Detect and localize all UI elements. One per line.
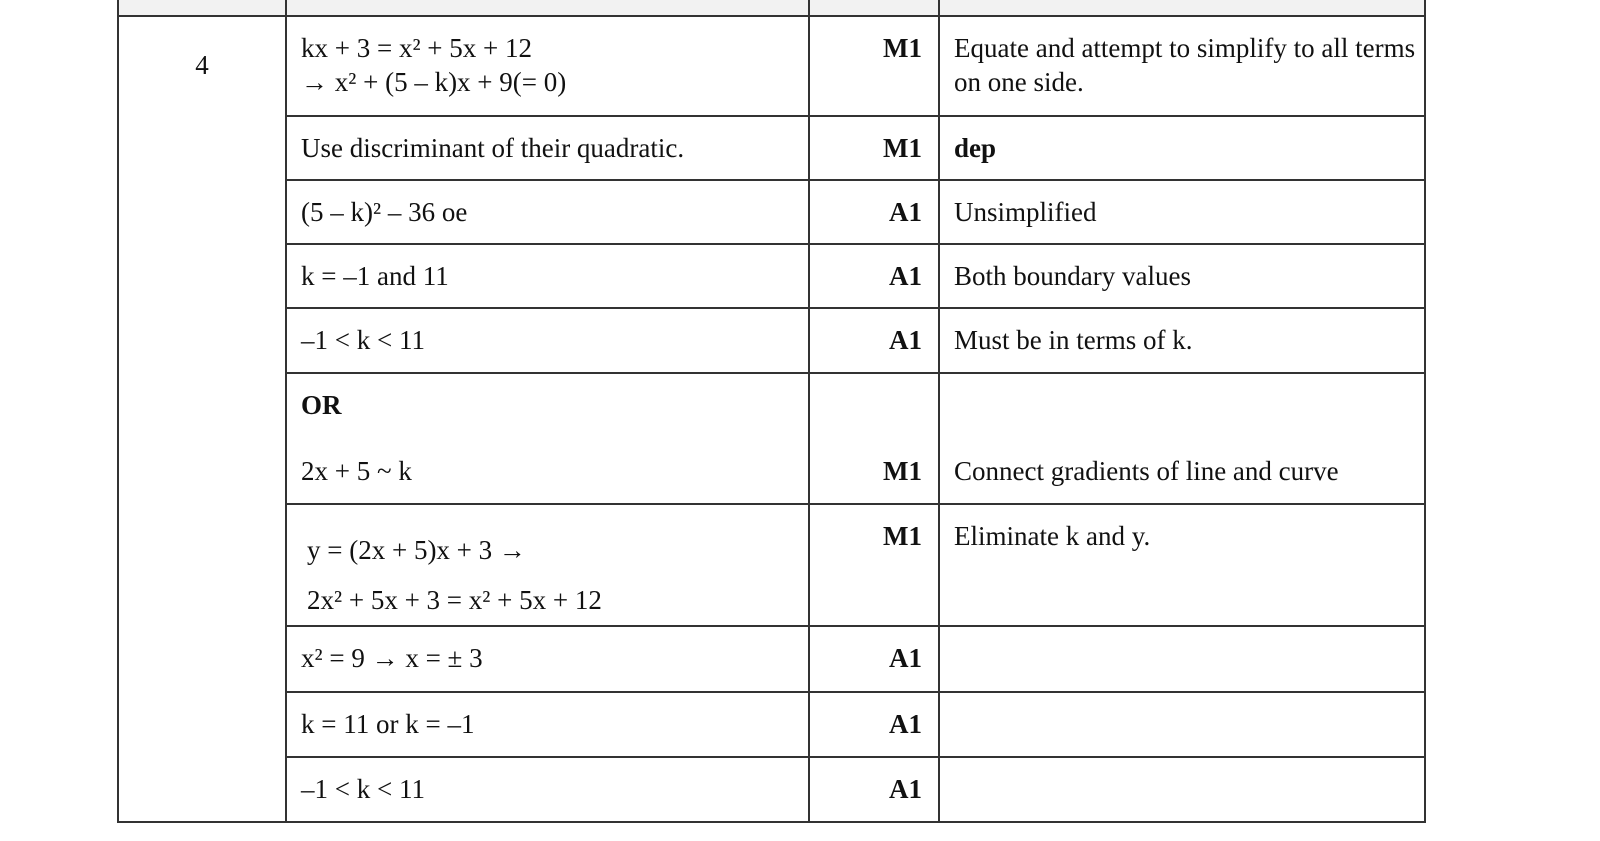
answer-line: → x² + (5 – k)x + 9(= 0) (301, 67, 567, 97)
answer-cell: k = 11 or k = –1 (286, 692, 809, 757)
mark-cell: A1 (809, 692, 939, 757)
table-row (118, 504, 1425, 626)
mark-cell: M1 (809, 373, 939, 504)
guidance-cell: Eliminate k and y. (939, 504, 1425, 626)
guidance-cell: Unsimplified (939, 180, 1425, 244)
question-number: 4 (118, 16, 286, 822)
mark-cell: M1 (809, 16, 939, 116)
guidance-cell: Must be in terms of k. (939, 308, 1425, 373)
guidance-cell: Connect gradients of line and curve (939, 373, 1425, 504)
mark-cell: A1 (809, 757, 939, 822)
mark-cell: M1 (809, 504, 939, 626)
table-row (118, 626, 1425, 692)
answer-cell: –1 < k < 11 (286, 308, 809, 373)
mark-cell: M1 (809, 116, 939, 180)
table-row (118, 308, 1425, 373)
answer-cell (286, 504, 809, 626)
answer-cell: Use discriminant of their quadratic. (286, 116, 809, 180)
or-label: OR (301, 390, 342, 420)
table-row (118, 16, 1425, 116)
guidance-cell: Both boundary values (939, 244, 1425, 308)
mark-cell: A1 (809, 180, 939, 244)
answer-cell (286, 373, 809, 504)
answer-cell: x² = 9 → x = ± 3 (286, 626, 809, 692)
guidance-cell: dep (939, 116, 1425, 180)
table-row (118, 180, 1425, 244)
guidance-cell: Equate and attempt to simplify to all terms on one side. (939, 16, 1425, 116)
answer-cell: k = –1 and 11 (286, 244, 809, 308)
answer-line: 2x + 5 ~ k (301, 456, 412, 486)
guidance-cell (939, 692, 1425, 757)
answer-cell (286, 16, 809, 116)
table-header-row (118, 0, 1425, 16)
answer-line: y = (2x + 5)x + 3 → (307, 535, 526, 565)
answer-line: kx + 3 = x² + 5x + 12 (301, 33, 533, 63)
guidance-cell (939, 626, 1425, 692)
table-row (118, 116, 1425, 180)
mark-cell: A1 (809, 244, 939, 308)
mark-cell: A1 (809, 308, 939, 373)
guidance-cell (939, 757, 1425, 822)
mark-cell: A1 (809, 626, 939, 692)
table-row (118, 757, 1425, 822)
answer-line: 2x² + 5x + 3 = x² + 5x + 12 (307, 585, 602, 615)
table-row (118, 244, 1425, 308)
table-row (118, 373, 1425, 504)
answer-cell: (5 – k)² – 36 oe (286, 180, 809, 244)
mark-scheme-table (117, 0, 1426, 823)
table-row (118, 692, 1425, 757)
answer-cell: –1 < k < 11 (286, 757, 809, 822)
